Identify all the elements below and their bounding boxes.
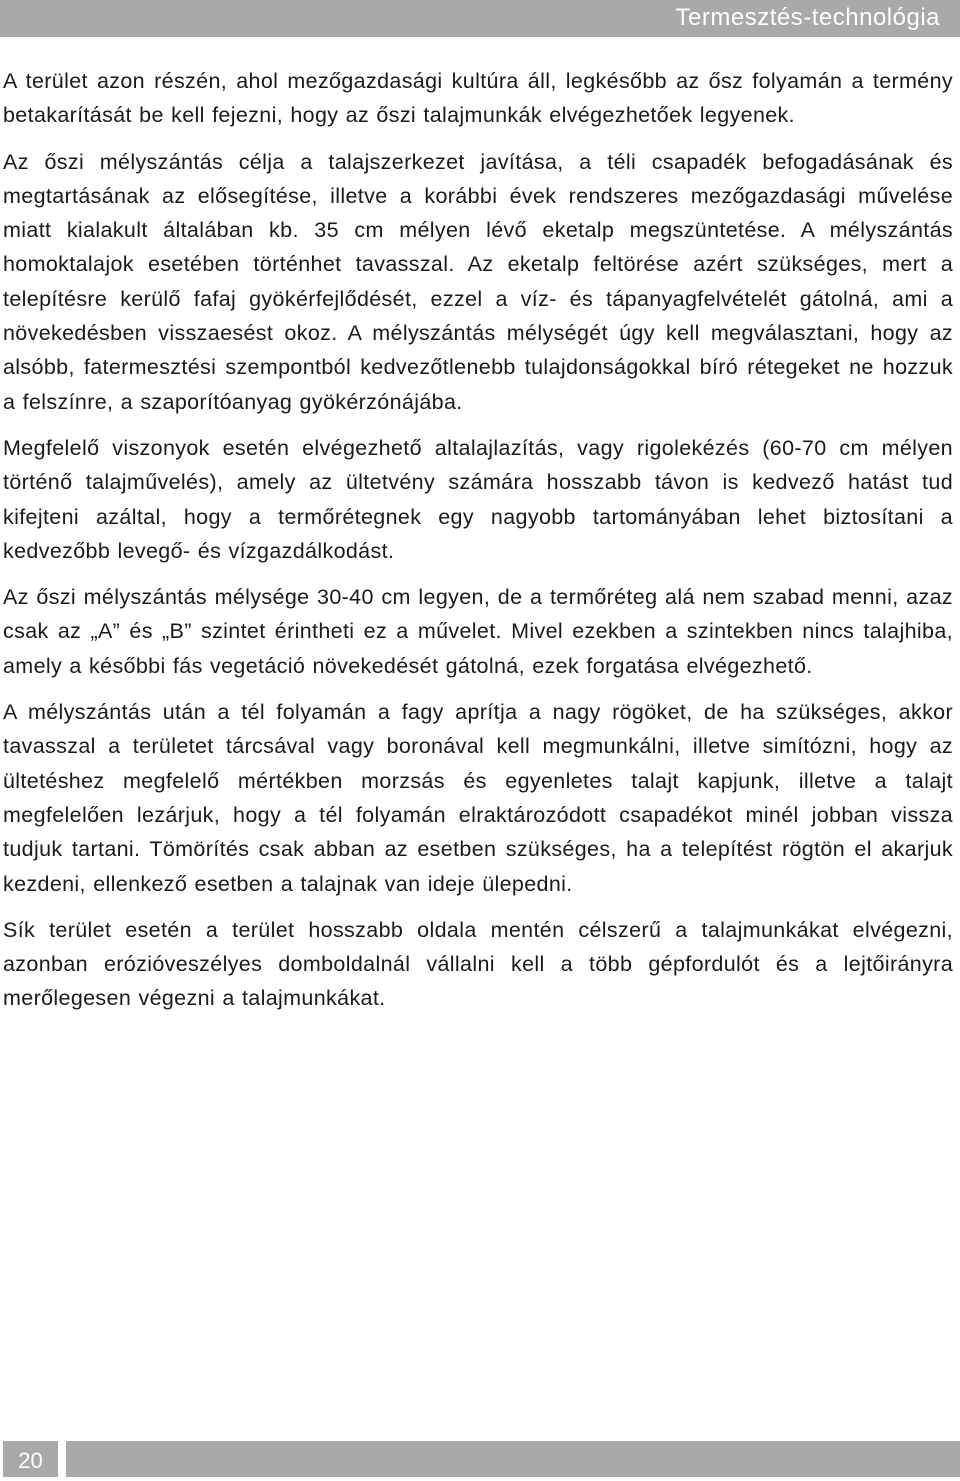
footer-bar	[66, 1441, 960, 1477]
paragraph-winter-frost: A mélyszántás után a tél folyamán a fagy aprítja a nagy rögöket, de ha szükséges, akkor tavasszal a területet tárcsával vagy boronával kell megmunkálni, illetve simítózni, hogy az ültetéshez megfelelő mértékben morzsás és egyenletes talajt kapjunk, illetve a talajt megfelelően lezárjuk, hogy a tél folyamán elraktározódott csapadékot minél jobban vissza tudjuk tartani. Tömörítés csak abban az esetben szükséges, ha a telepítést rögtön el akarjuk kezdeni, ellenkező esetben a talajnak van ideje ülepedni.	[3, 700, 953, 896]
paragraph-slope-direction: Sík terület esetén a terület hosszabb oldala mentén célszerű a talajmunkákat elvégezni, azonban erózióveszélyes domboldalnál vállalni kell a több gépfordulót és a lejtőirányra merőlegesen végezni a talajmunkákat.	[3, 917, 953, 1011]
paragraph-harvest: A terület azon részén, ahol mezőgazdasági kultúra áll, legkésőbb az ősz folyamán a termény betakarítását be kell fejezni, hogy az őszi talajmunkák elvégezhetőek legyenek.	[3, 69, 953, 128]
paragraph-subsoiling: Megfelelő viszonyok esetén elvégezhető altalajlazítás, vagy rigolekézés (60-70 cm mélyen történő talajművelés), amely az ültetvény számára hosszabb távon is kedvező hatást tud kifejteni azáltal, hogy a termőrétegnek egy nagyobb tartományában lehet biztosítani a kedvezőbb levegő- és vízgazdálkodást.	[3, 435, 953, 563]
running-header-bar	[0, 0, 960, 37]
paragraph-deep-ploughing-goal: Az őszi mélyszántás célja a talajszerkezet javítása, a téli csapadék befogadásának és megtartásának az elősegítése, illetve a korábbi évek rendszeres mezőgazdasági művelése miatt kialakult általában kb. 35 cm mélyen lévő eketalp megszüntetése. A mélyszántás homoktalajok esetében történhet tavasszal. Az eketalp feltörése azért szükséges, mert a telepítésre kerülő fafaj gyökérfejlődését, ezzel a víz- és tápanyagfelvételét gátolná, ami a növekedésben visszaesést okoz. A mélyszántás mélységét úgy kell megválasztani, hogy az alsóbb, fatermesztési szempontból kedvezőtlenebb tulajdonságokkal bíró rétegeket ne hozzuk a felszínre, a szaporítóanyag gyökérzónájába.	[3, 149, 953, 414]
paragraph-ploughing-depth: Az őszi mélyszántás mélysége 30-40 cm legyen, de a termőréteg alá nem szabad menni, azaz csak az „A” és „B” szintet érintheti ez a művelet. Mivel ezekben a szintekben nincs talajhiba, amely a későbbi fás vegetáció növekedését gátolná, ezek forgatása elvégezhető.	[3, 585, 953, 678]
page-number-box	[3, 1441, 58, 1477]
running-header-title: Termesztés-technológia	[675, 4, 940, 31]
page-number: 20	[18, 1448, 43, 1473]
body-text	[3, 64, 953, 1028]
